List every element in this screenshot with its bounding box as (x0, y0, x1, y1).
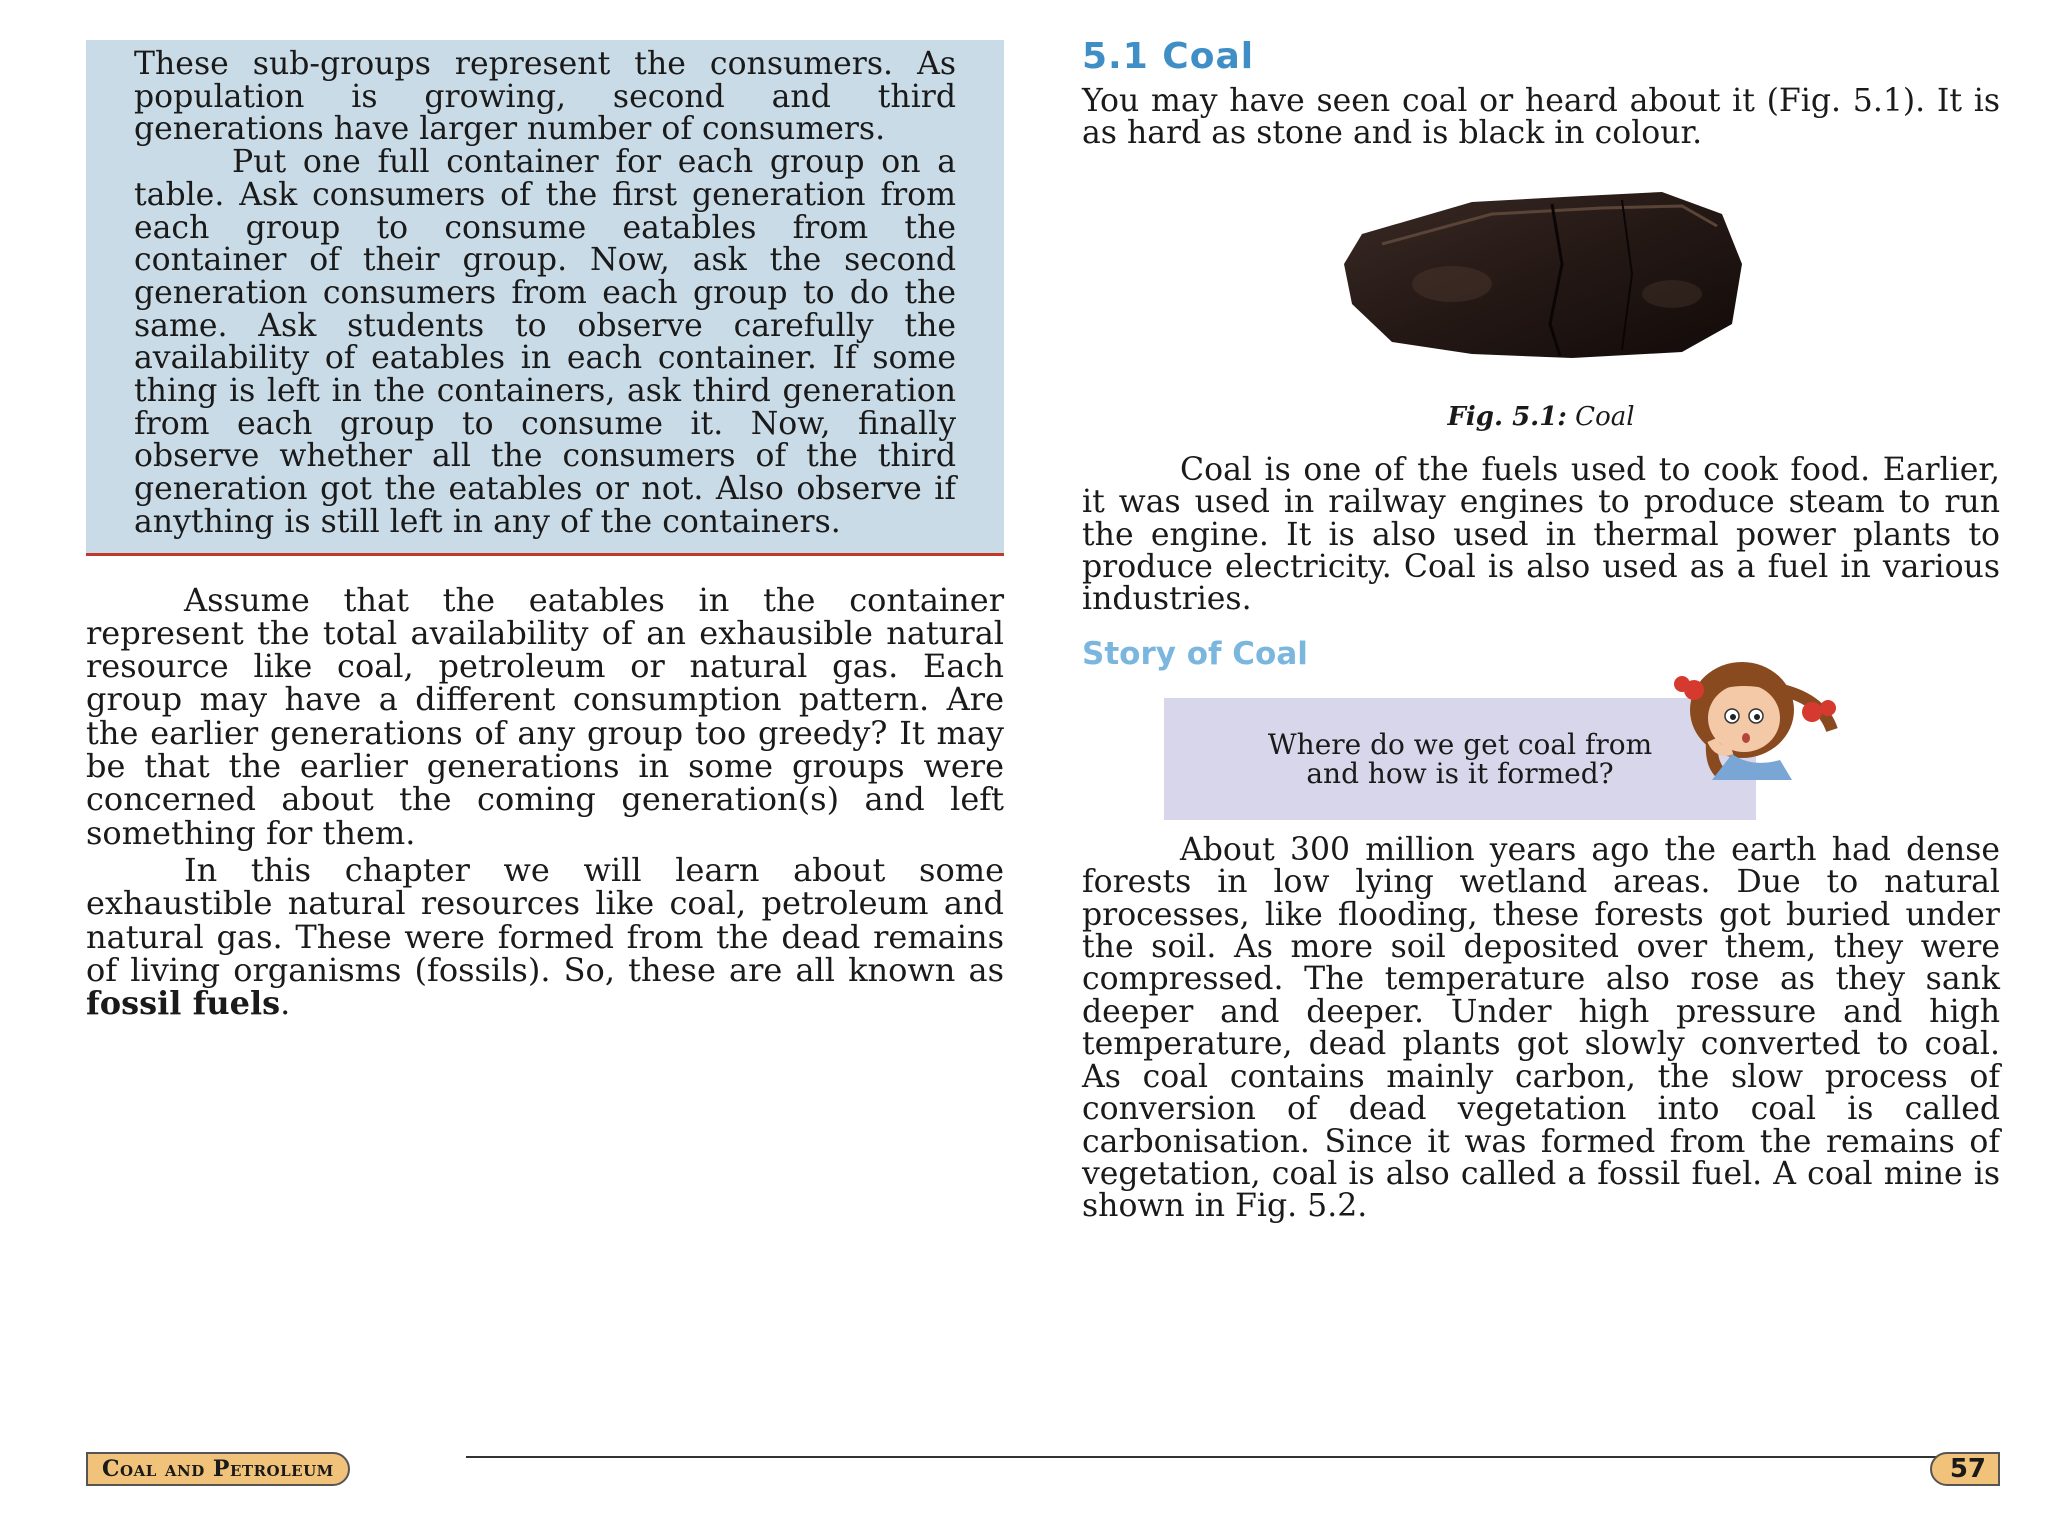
question-area (1082, 694, 2000, 824)
uses-text (1082, 451, 2000, 618)
story-text (1082, 831, 2000, 1225)
body-paragraph: Assume that the eatables in the container represent the total availability of an exhausible natural resource like coal, petroleum or natural gas. Each group may have a different consumption pattern. Are the earlier generations of any group too greedy? It may be that the earlier generations in some groups were concerned about the coming generation(s) and left something for them. (86, 580, 1004, 852)
activity-paragraph: These sub-groups represent the consumers. As population is growing, second and third generations have larger number of consumers. (134, 46, 956, 148)
section-title: 5.1 Coal (1082, 36, 1255, 77)
story-subheading: Story of Coal (1082, 635, 1308, 672)
question-box (1164, 698, 1756, 820)
fossil-fuels-term: fossil fuels (86, 984, 281, 1023)
uses-paragraph: Coal is one of the fuels used to cook food. Earlier, it was used in railway engines to produce steam to run the engine. It is also used in thermal power plants to produce electricity. Coal is also used as a fuel in various industries. (1082, 451, 2000, 618)
figure-number: Fig. 5.1: (1447, 401, 1567, 432)
figure-caption (1082, 402, 2000, 432)
left-body-text (86, 580, 1004, 1023)
page-number: 57 (1930, 1452, 2000, 1486)
coal-image (1322, 174, 1762, 374)
question-text: Where do we get coal from and how is it formed? (1267, 727, 1653, 790)
intro-text (1082, 85, 2000, 150)
left-column (86, 40, 1004, 1023)
footer-rule (466, 1456, 1946, 1458)
chapter-tab: Coal and Petroleum (86, 1452, 350, 1486)
activity-box (86, 40, 1004, 556)
intro-paragraph: You may have seen coal or heard about it (Fig. 5.1). It is as hard as stone and is black in colour. (1082, 83, 2000, 152)
body-text-span: In this chapter we will learn about some exhaustible natural resources like coal, petroleum and natural gas. These were formed from the dead remains of living organisms (fossils). So, these are all known as (86, 850, 1004, 989)
body-paragraph (86, 850, 1004, 1023)
figure-label: Coal (1575, 401, 1635, 432)
girl-character-icon (1672, 650, 1852, 780)
body-text-span: . (280, 984, 291, 1023)
page-footer (86, 1452, 2000, 1492)
story-paragraph: About 300 million years ago the earth had dense forests in low lying wetland areas. Due to natural processes, like flooding, these forests got buried under the soil. As more soil deposited over them, they were compressed. The temperature also rose as they sank deeper and deeper. Under high pressure and high temperature, dead plants got slowly converted to coal. As coal contains mainly carbon, the slow process of conversion of dead vegetation into coal is called carbonisation. Since it was formed from the remains of vegetation, coal is also called a fossil fuel. A coal mine is shown in Fig. 5.2. (1082, 831, 2000, 1225)
coal-figure (1082, 168, 2000, 388)
right-column (1082, 36, 2000, 1223)
activity-paragraph: Put one full container for each group on a table. Ask consumers of the first generation from each group to consume eatables from the container of their group. Now, ask the second generation consumers from each group to do the same. Ask students to observe carefully the availability of eatables in each container. If some thing is left in the containers, ask third generation from each group to consume it. Now, finally observe whether all the consumers of the third generation got the eatables or not. Also observe if anything is still left in any of the containers. (134, 144, 956, 540)
